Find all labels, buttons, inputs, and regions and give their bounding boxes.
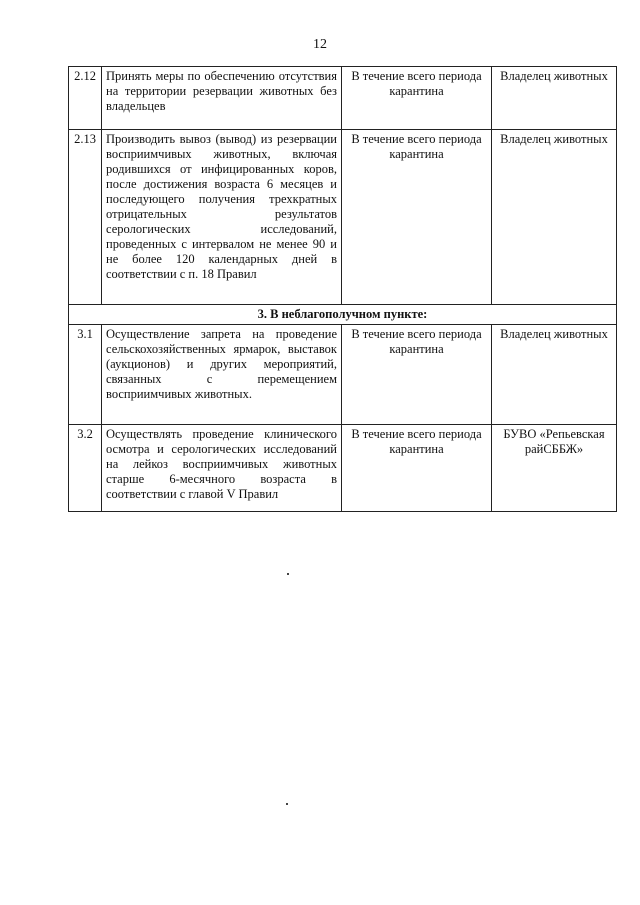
row-term: В течение всего периода карантина xyxy=(342,67,492,130)
section-row xyxy=(69,305,617,325)
row-term: В течение всего периода карантина xyxy=(342,425,492,512)
measures-table xyxy=(68,66,617,512)
row-responsible: Владелец животных xyxy=(492,130,617,305)
row-responsible: Владелец животных xyxy=(492,67,617,130)
row-responsible: БУВО «Репьевская райСББЖ» xyxy=(492,425,617,512)
row-number: 2.13 xyxy=(69,130,102,305)
table-row xyxy=(69,325,617,425)
row-term: В течение всего периода карантина xyxy=(342,130,492,305)
table-row xyxy=(69,130,617,305)
row-action: Осуществлять проведение клинического осмотра и серологических исследований на лейкоз восприимчивых животных старше 6-месячного возраста в соответствии с главой V Правил xyxy=(102,425,342,512)
row-action: Осуществление запрета на проведение сельскохозяйственных ярмарок, выставок (аукционов) и других мероприятий, связанных с перемещением восприимчивых животных. xyxy=(102,325,342,425)
row-term: В течение всего периода карантина xyxy=(342,325,492,425)
row-number: 2.12 xyxy=(69,67,102,130)
section-title: 3. В неблагополучном пункте: xyxy=(69,305,617,325)
row-number: 3.2 xyxy=(69,425,102,512)
row-action: Производить вывоз (вывод) из резервации восприимчивых животных, включая родившихся от инфицированных коров, после достижения возраста 6 месяцев и последующего получения трехкратных отрицательных результатов серологических исследований, проведенных с интервалом не менее 90 и не более 120 календарных дней в соответствии с п. 18 Правил xyxy=(102,130,342,305)
page-number: 12 xyxy=(313,37,327,52)
table-row xyxy=(69,425,617,512)
row-number: 3.1 xyxy=(69,325,102,425)
scan-speck xyxy=(286,803,288,805)
scan-speck xyxy=(287,573,289,575)
row-action: Принять меры по обеспечению отсутствия на территории резервации животных без владельцев xyxy=(102,67,342,130)
row-responsible: Владелец животных xyxy=(492,325,617,425)
table-row xyxy=(69,67,617,130)
